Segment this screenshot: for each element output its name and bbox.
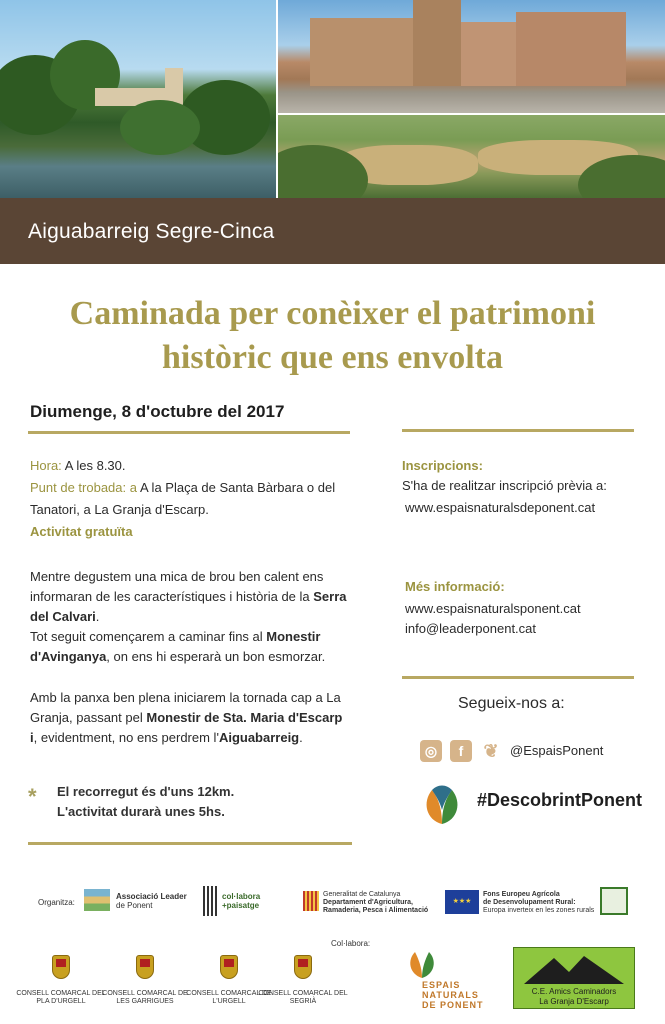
espais-line1: ESPAIS: [422, 980, 461, 990]
leader-ponent-text: [116, 892, 187, 910]
paisatge-logo-icon: [203, 886, 217, 916]
punt-label: Punt de trobada: a: [30, 480, 137, 495]
divider-right-top: [402, 429, 634, 432]
event-date: Diumenge, 8 d'octubre del 2017: [30, 402, 285, 421]
divider-left-top: [28, 431, 350, 434]
mes-info-label: Més informació:: [405, 579, 505, 594]
council-urgell: CONSELL COMARCAL DE L'URGELL: [186, 990, 272, 1005]
mes-info-block: [405, 577, 581, 639]
espais-line2: NATURALS: [422, 990, 479, 1000]
eu-flag-icon: ★★★: [445, 890, 479, 914]
shield-icon: [136, 955, 154, 979]
asterisk-icon: *: [28, 784, 37, 809]
desc-p3-end: .: [299, 730, 303, 745]
divider-left-bottom: [28, 842, 352, 845]
details-block: [30, 455, 360, 543]
gencat-line1: Generalitat de Catalunya: [323, 891, 401, 898]
amics-line2: La Granja D'Escarp: [539, 997, 609, 1006]
aiguabarreig-text: Aiguabarreig: [218, 730, 300, 745]
banner-title: Aiguabarreig Segre-Cinca: [28, 220, 275, 243]
mes-info-email[interactable]: info@leaderponent.cat: [405, 621, 537, 636]
organitza-label: Organitza:: [38, 898, 75, 907]
activitat-gratuita: Activitat gratuïta: [30, 524, 133, 539]
gencat-line3: Ramaderia, Pesca i Alimentació: [323, 907, 429, 914]
inscripcions-block: [402, 456, 607, 518]
paisatge-line1: col·labora: [222, 892, 261, 901]
inscripcions-text: S'ha de realitzar inscripció prèvia a:: [402, 478, 607, 493]
paisatge-text: [222, 892, 260, 910]
detail-punt: [30, 477, 360, 499]
hora-value: A les 8.30.: [64, 458, 126, 473]
shield-icon: [220, 955, 238, 979]
feader-line2: de Desenvolupament Rural:: [483, 899, 576, 906]
route-duration: L'activitat durarà unes 5hs.: [57, 804, 225, 819]
description-p3: [30, 688, 370, 748]
inscripcions-link[interactable]: www.espaisnaturalsdeponent.cat: [405, 500, 596, 515]
punt-value: A la Plaça de Santa Bàrbara o del: [139, 480, 336, 495]
desc-p3-line3: [30, 728, 370, 748]
desc-p1-end: .: [95, 609, 100, 624]
desc-p3-i: i: [30, 730, 34, 745]
avinganya-text: d'Avinganya: [30, 649, 107, 664]
desc-p1-line2: [30, 587, 370, 607]
gencat-text: [323, 891, 428, 915]
espais-line3: DE PONENT: [422, 1000, 484, 1010]
shield-icon: [294, 955, 312, 979]
espais-naturals-icon: [405, 948, 439, 980]
route-distance: El recorregut és d'uns 12km.: [57, 784, 235, 799]
serra-text: Serra: [313, 589, 347, 604]
hora-label: Hora:: [30, 458, 62, 473]
photo-monastery: [278, 0, 665, 113]
amics-line1: C.E. Amics Caminadors: [531, 987, 617, 996]
amics-caminadors-logo: [513, 947, 635, 1009]
desc-p3-text: Granja, passant pel: [30, 710, 143, 725]
mes-info-link[interactable]: www.espaisnaturalsponent.cat: [405, 601, 581, 616]
leader-line1: Associació Leader: [116, 892, 187, 901]
photo-river-trees: [0, 0, 276, 198]
leader-ponent-logo: [84, 889, 110, 911]
sta-maria-text: Monestir de Sta. Maria d'Escarp: [146, 710, 343, 725]
paisatge-line2: +paisatge: [222, 901, 260, 910]
leader-eu-logo: [600, 887, 628, 915]
desc-p3-line2: [30, 708, 370, 728]
desc-p3-line1: Amb la panxa ben plena iniciarem la tornada cap a La: [30, 690, 341, 705]
calvari-text: del Calvari: [30, 609, 96, 624]
gencat-logo-icon: [303, 891, 319, 911]
desc-p1-text: informaran de les característiques i història de la: [30, 589, 310, 604]
detail-hora: [30, 455, 360, 477]
photo-river-confluence: [278, 115, 665, 198]
follow-label: Segueix-nos a:: [458, 695, 565, 712]
feader-text: [483, 891, 594, 915]
divider-right-bottom: [402, 676, 634, 679]
route-info: [57, 782, 234, 822]
council-segria: CONSELL COMARCAL DEL SEGRIÀ: [258, 990, 348, 1005]
feader-line1: Fons Europeu Agrícola: [483, 891, 560, 898]
desc-p1-line3: [30, 607, 370, 627]
punt-value-cont: Tanatori, a La Granja d'Escarp.: [30, 502, 209, 517]
event-title: [0, 292, 665, 380]
desc-p2-text: Tot seguit començarem a caminar fins al: [30, 629, 263, 644]
header-photo-collage: [0, 0, 665, 198]
gencat-line2: Departament d'Agricultura,: [323, 899, 413, 906]
shield-icon: [52, 955, 70, 979]
social-handle[interactable]: @EspaisPonent: [510, 743, 604, 758]
instagram-icon[interactable]: ◎: [420, 740, 442, 762]
col-labora-label: Col·labora:: [331, 939, 371, 948]
description-p1: [30, 567, 370, 667]
desc-p1-line1: Mentre degustem una mica de brou ben calent ens: [30, 569, 324, 584]
espais-naturals-text: [422, 980, 484, 1010]
desc-p2-end: , on ens hi esperarà un bon esmorzar.: [106, 649, 326, 664]
descobrint-ponent-logo: [418, 780, 466, 828]
twitter-icon[interactable]: ❦: [483, 741, 499, 761]
desc-p3-mid: , evidentment, no ens perdrem l': [33, 730, 219, 745]
desc-p2-line1: [30, 627, 370, 647]
feader-line3: Europa inverteix en les zones rurals: [483, 907, 595, 914]
inscripcions-label: Inscripcions:: [402, 458, 483, 473]
hashtag[interactable]: #DescobrintPonent: [477, 790, 643, 810]
leader-line2: de Ponent: [116, 901, 153, 910]
facebook-icon[interactable]: f: [450, 740, 472, 762]
mountain-icon: [514, 952, 634, 986]
event-title-line-2: històric que ens envolta: [162, 339, 503, 376]
council-garrigues: CONSELL COMARCAL DE LES GARRIGUES: [102, 990, 188, 1005]
council-pla-urgell: CONSELL COMARCAL DEL PLA D'URGELL: [16, 990, 106, 1005]
desc-p2-line2: [30, 647, 370, 667]
event-title-line-1: Caminada per conèixer el patrimoni: [69, 295, 596, 332]
monestir-text: Monestir: [266, 629, 321, 644]
